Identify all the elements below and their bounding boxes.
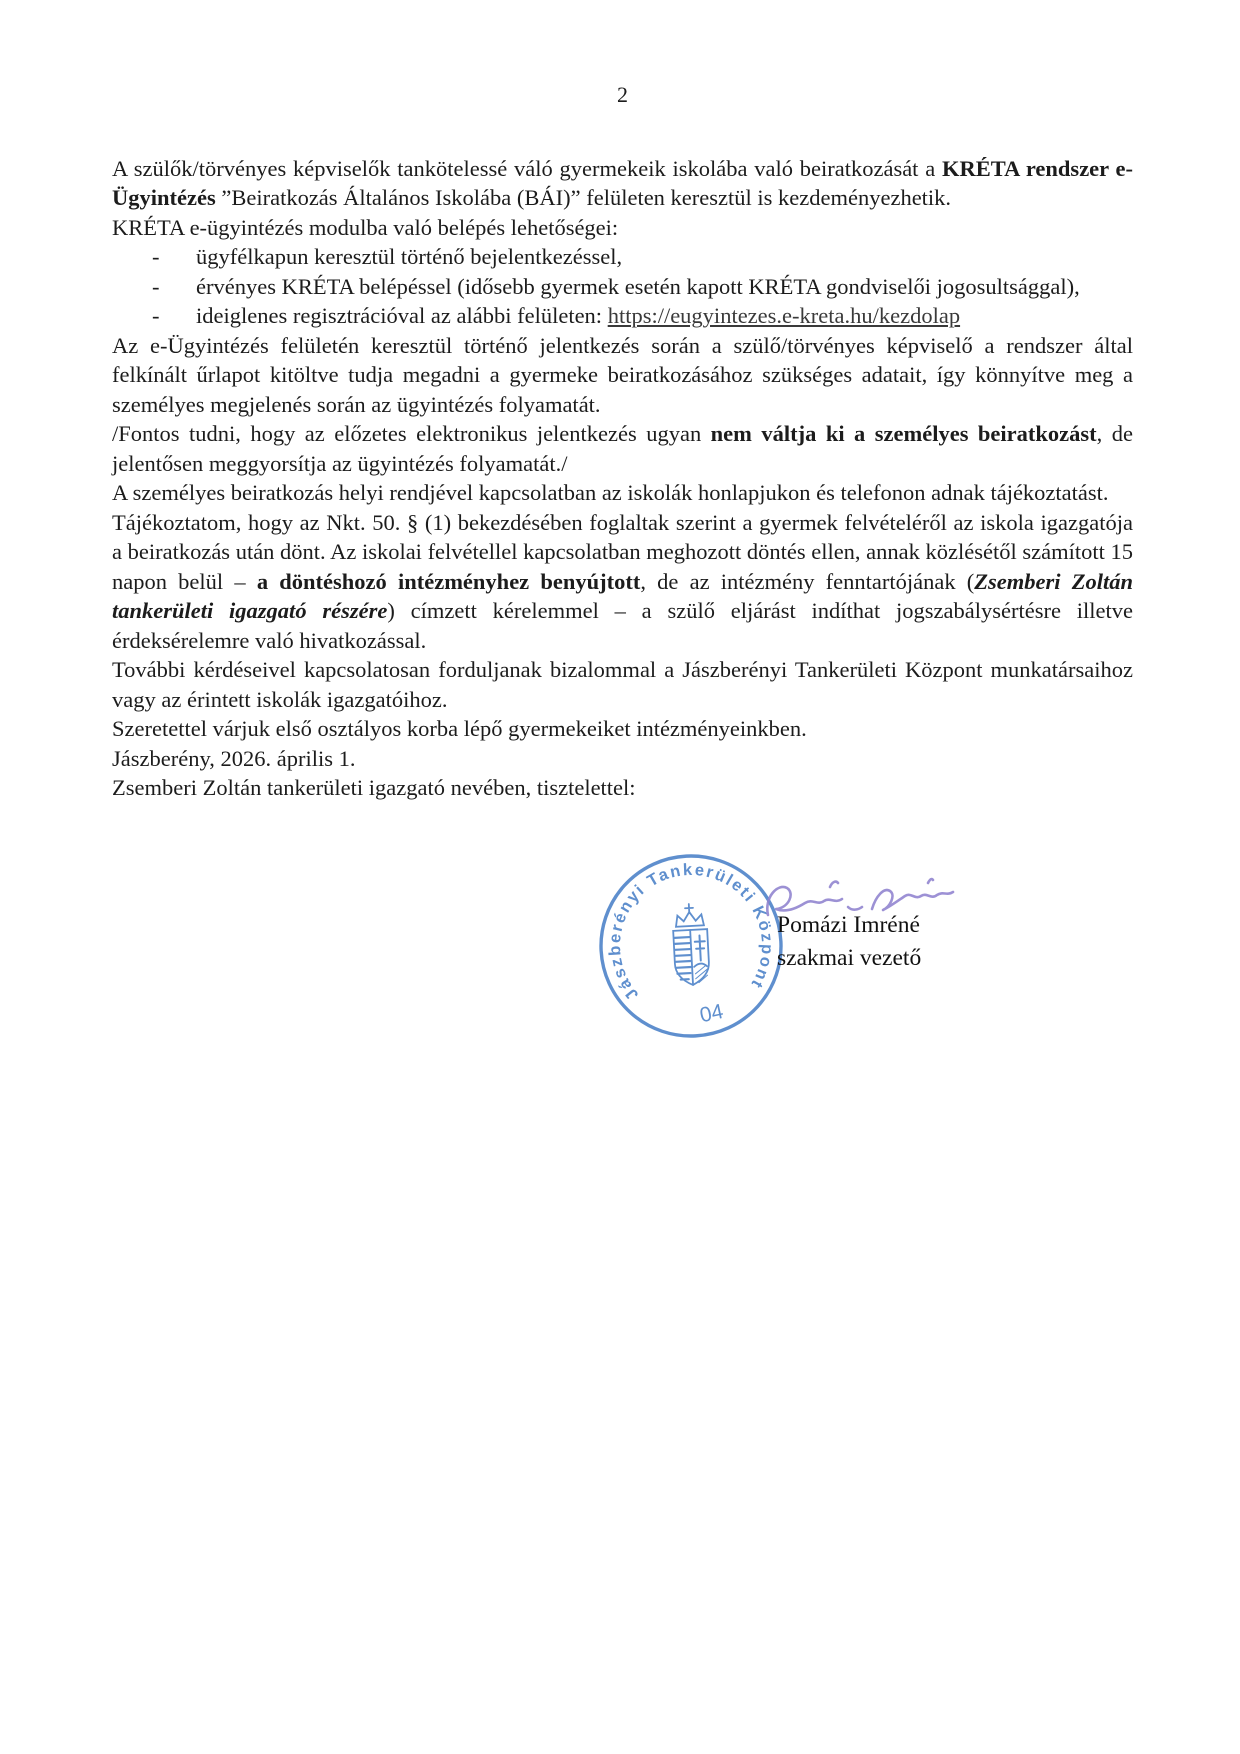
appeal-run-bold: a döntéshozó intézményhez benyújtott	[256, 568, 641, 594]
signer-identity	[777, 909, 921, 975]
bullet-item-ugyfelkapu	[112, 242, 1133, 272]
signature-block	[112, 803, 1133, 1103]
stamp-ring-text: Jászberényi Tankerületi Központ	[605, 860, 777, 1003]
hungarian-coat-of-arms-icon	[672, 903, 710, 986]
date-line: Jászberény, 2026. április 1.	[112, 745, 356, 771]
bullet-dash: -	[152, 273, 160, 299]
intro-run-2: ”Beiratkozás Általános Iskolába (BÁI)” felületen keresztül is kezdeményezhetik.	[215, 185, 952, 210]
paragraph-fontos-note	[112, 419, 1133, 478]
paragraph-login-options: KRÉTA e-ügyintézés modulba való belépés lehetőségei:	[112, 214, 619, 240]
bullet-item-kreta-belepes	[112, 272, 1133, 302]
intro-run-bold: KRÉTA rendszer e-Ügyintézés	[112, 155, 1133, 210]
fontos-run-1: /Fontos tudni, hogy az előzetes elektronikus jelentkezés ugyan	[112, 421, 711, 446]
closing-line: Zsemberi Zoltán tankerületi igazgató nevében, tisztelettel:	[112, 775, 636, 800]
intro-run-1: A szülők/törvényes képviselők tankötelessé váló gyermekeik iskolába való beiratkozását a	[112, 155, 942, 181]
signer-title: szakmai vezető	[777, 944, 922, 971]
bullet-text: érvényes KRÉTA belépéssel (idősebb gyermek esetén kapott KRÉTA gondviselői jogosultsággal),	[196, 273, 1080, 299]
appeal-run-3: ) címzett kérelemmel – a szülő eljárást indíthat jogszabálysértésre illetve érdeksérelemre való hivatkozással.	[112, 598, 1133, 653]
fontos-run-bold: nem váltja ki a személyes beiratkozást	[710, 421, 1097, 446]
document-content	[112, 80, 1133, 1103]
paragraph-welcome: Szeretettel várjuk első osztályos korba lépő gyermekeiket intézményeinkben.	[112, 716, 807, 741]
paragraph-appeal-info	[112, 508, 1133, 656]
bullet-text: ügyfélkapun keresztül történő bejelentkezéssel,	[196, 244, 623, 269]
page-number: 2	[617, 82, 628, 107]
stamp-number: 04	[697, 999, 726, 1027]
bullet-text	[196, 301, 1133, 331]
ekreta-link[interactable]: https://eugyintezes.e-kreta.hu/kezdolap	[607, 303, 961, 328]
fontos-run-2: , de jelentősen meggyorsítja az ügyintézés folyamatát./	[112, 421, 1133, 476]
bullet-text-prefix: ideiglenes regisztrációval az alábbi felületen:	[196, 303, 608, 328]
bullet-item-regisztracio	[112, 301, 1133, 331]
appeal-run-bold-italic: Zsemberi Zoltán tankerületi igazgató részére	[112, 568, 1133, 623]
paragraph-intro	[112, 154, 1133, 213]
paragraph-personal-enrollment-info: A személyes beiratkozás helyi rendjével kapcsolatban az iskolák honlapjukon és telefonon adnak tájékoztatást.	[112, 480, 1109, 505]
bullet-dash: -	[152, 303, 160, 328]
appeal-run-1: Tájékoztatom, hogy az Nkt. 50. § (1) bekezdésében foglaltak szerint a gyermek felvételéről az iskola igazgatója a beiratkozás után dönt. Az iskolai felvétellel kapcsolatban meghozott döntés ellen, annak közlésétől számított 15 napon belül –	[112, 509, 1133, 594]
signer-name: Pomázi Imréné	[777, 911, 920, 938]
appeal-run-2: , de az intézmény fenntartójának (	[640, 568, 975, 594]
paragraph-further-questions: További kérdéseivel kapcsolatosan forduljanak bizalommal a Jászberényi Tankerületi Központ munkatársaihoz vagy az érintett iskolák igazgatóihoz.	[112, 657, 1133, 712]
bullet-dash: -	[152, 244, 160, 269]
paragraph-eugyintezes-details: Az e-Ügyintézés felületén keresztül történő jelentkezés során a szülő/törvényes képviselő a rendszer által felkínált űrlapot kitöltve tudja megadni a gyermeke beiratkozásához szükséges adatait, így könnyítve meg a személyes megjelenés során az ügyintézés folyamatát.	[112, 332, 1133, 417]
